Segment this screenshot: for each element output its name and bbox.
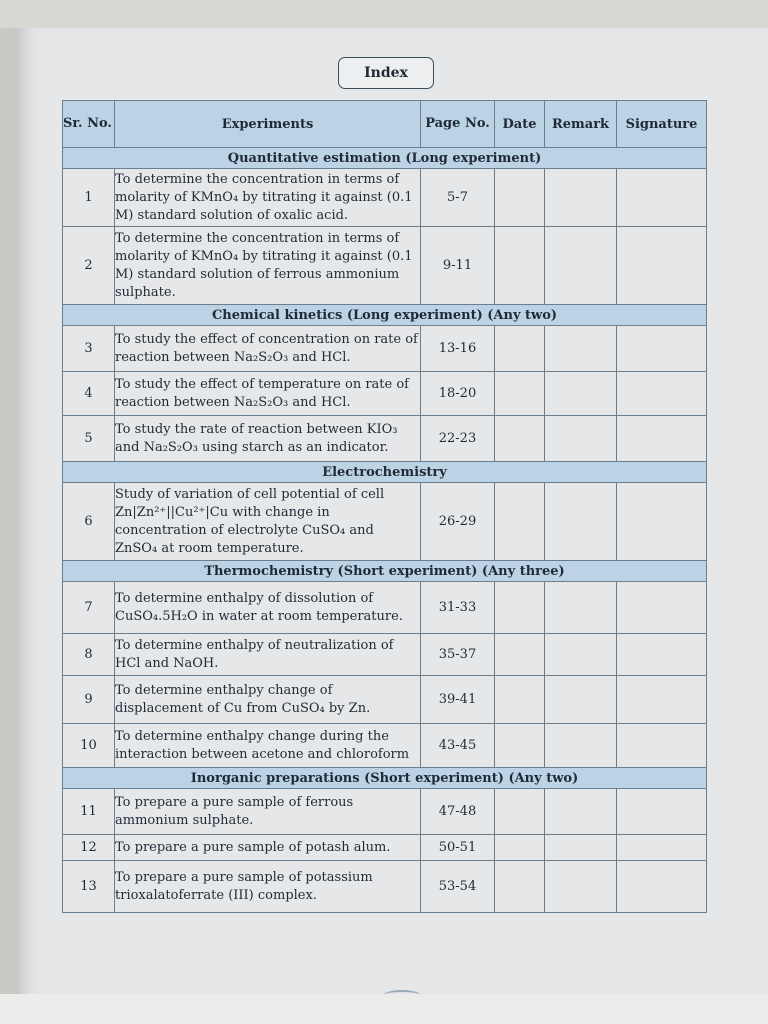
signature-cell[interactable] (617, 416, 707, 462)
table-header-row (63, 101, 707, 148)
section-title: Inorganic preparations (Short experiment) (Any two) (63, 768, 707, 789)
date-cell[interactable] (495, 416, 545, 462)
page-no-cell: 35-37 (421, 634, 495, 676)
sr-no-cell: 8 (63, 634, 115, 676)
experiment-cell: To determine enthalpy of dissolution of CuSO₄.5H₂O in water at room temperature. (115, 582, 421, 634)
remark-cell[interactable] (545, 724, 617, 768)
date-cell[interactable] (495, 789, 545, 835)
date-cell[interactable] (495, 634, 545, 676)
remark-cell[interactable] (545, 483, 617, 561)
experiment-cell: To determine the concentration in terms of molarity of KMnO₄ by titrating it against (0.1 M) standard solution of oxalic acid. (115, 169, 421, 227)
table-row (63, 724, 707, 768)
table-row (63, 416, 707, 462)
table-row (63, 483, 707, 561)
header-signature: Signature (617, 101, 707, 148)
signature-cell[interactable] (617, 582, 707, 634)
page-curl-decoration (384, 990, 420, 1000)
sr-no-cell: 4 (63, 372, 115, 416)
page-no-cell: 47-48 (421, 789, 495, 835)
remark-cell[interactable] (545, 227, 617, 305)
table-row (63, 372, 707, 416)
signature-cell[interactable] (617, 676, 707, 724)
date-cell[interactable] (495, 483, 545, 561)
date-cell[interactable] (495, 724, 545, 768)
experiment-cell: To prepare a pure sample of ferrous ammonium sulphate. (115, 789, 421, 835)
signature-cell[interactable] (617, 483, 707, 561)
date-cell[interactable] (495, 326, 545, 372)
page-no-cell: 53-54 (421, 861, 495, 913)
date-cell[interactable] (495, 372, 545, 416)
section-row (63, 305, 707, 326)
sr-no-cell: 11 (63, 789, 115, 835)
sr-no-cell: 9 (63, 676, 115, 724)
header-page-no: Page No. (421, 101, 495, 148)
date-cell[interactable] (495, 835, 545, 861)
section-title: Chemical kinetics (Long experiment) (Any two) (63, 305, 707, 326)
signature-cell[interactable] (617, 724, 707, 768)
experiment-cell: To prepare a pure sample of potassium trioxalatoferrate (III) complex. (115, 861, 421, 913)
page-no-cell: 39-41 (421, 676, 495, 724)
table-row (63, 326, 707, 372)
sr-no-cell: 12 (63, 835, 115, 861)
table-row (63, 835, 707, 861)
page-no-cell: 50-51 (421, 835, 495, 861)
section-row (63, 768, 707, 789)
page-title: Index (338, 57, 434, 89)
remark-cell[interactable] (545, 634, 617, 676)
table-row (63, 676, 707, 724)
page-no-cell: 43-45 (421, 724, 495, 768)
page-no-cell: 31-33 (421, 582, 495, 634)
table-row (63, 227, 707, 305)
page-no-cell: 5-7 (421, 169, 495, 227)
sr-no-cell: 3 (63, 326, 115, 372)
header-experiments: Experiments (115, 101, 421, 148)
experiment-cell: To study the effect of temperature on rate of reaction between Na₂S₂O₃ and HCl. (115, 372, 421, 416)
section-title: Thermochemistry (Short experiment) (Any three) (63, 561, 707, 582)
remark-cell[interactable] (545, 861, 617, 913)
top-background (0, 0, 768, 28)
experiment-cell: To prepare a pure sample of potash alum. (115, 835, 421, 861)
sr-no-cell: 6 (63, 483, 115, 561)
sr-no-cell: 10 (63, 724, 115, 768)
remark-cell[interactable] (545, 169, 617, 227)
experiment-cell: To determine enthalpy change during the interaction between acetone and chloroform (115, 724, 421, 768)
table-row (63, 634, 707, 676)
sr-no-cell: 13 (63, 861, 115, 913)
experiment-cell: To determine the concentration in terms of molarity of KMnO₄ by titrating it against (0.1 M) standard solution of ferrous ammonium sulphate. (115, 227, 421, 305)
signature-cell[interactable] (617, 634, 707, 676)
page-no-cell: 9-11 (421, 227, 495, 305)
date-cell[interactable] (495, 169, 545, 227)
remark-cell[interactable] (545, 676, 617, 724)
experiment-cell: To determine enthalpy change of displacement of Cu from CuSO₄ by Zn. (115, 676, 421, 724)
header-date: Date (495, 101, 545, 148)
remark-cell[interactable] (545, 326, 617, 372)
remark-cell[interactable] (545, 416, 617, 462)
page-no-cell: 26-29 (421, 483, 495, 561)
sr-no-cell: 5 (63, 416, 115, 462)
sr-no-cell: 7 (63, 582, 115, 634)
table-row (63, 169, 707, 227)
remark-cell[interactable] (545, 372, 617, 416)
experiment-cell: To study the rate of reaction between KIO₃ and Na₂S₂O₃ using starch as an indicator. (115, 416, 421, 462)
sr-no-cell: 1 (63, 169, 115, 227)
header-remark: Remark (545, 101, 617, 148)
section-title: Electrochemistry (63, 462, 707, 483)
page-no-cell: 13-16 (421, 326, 495, 372)
section-row (63, 462, 707, 483)
date-cell[interactable] (495, 582, 545, 634)
section-title: Quantitative estimation (Long experiment) (63, 148, 707, 169)
table-row (63, 861, 707, 913)
experiment-cell: To study the effect of concentration on rate of reaction between Na₂S₂O₃ and HCl. (115, 326, 421, 372)
signature-cell[interactable] (617, 227, 707, 305)
page-no-cell: 18-20 (421, 372, 495, 416)
signature-cell[interactable] (617, 169, 707, 227)
section-row (63, 148, 707, 169)
signature-cell[interactable] (617, 789, 707, 835)
signature-cell[interactable] (617, 372, 707, 416)
table-row (63, 789, 707, 835)
section-row (63, 561, 707, 582)
experiment-cell: To determine enthalpy of neutralization of HCl and NaOH. (115, 634, 421, 676)
signature-cell[interactable] (617, 326, 707, 372)
header-sr-no: Sr. No. (63, 101, 115, 148)
remark-cell[interactable] (545, 835, 617, 861)
index-table (62, 100, 707, 913)
date-cell[interactable] (495, 861, 545, 913)
signature-cell[interactable] (617, 835, 707, 861)
date-cell[interactable] (495, 227, 545, 305)
sr-no-cell: 2 (63, 227, 115, 305)
page-no-cell: 22-23 (421, 416, 495, 462)
remark-cell[interactable] (545, 582, 617, 634)
table-row (63, 582, 707, 634)
signature-cell[interactable] (617, 861, 707, 913)
remark-cell[interactable] (545, 789, 617, 835)
date-cell[interactable] (495, 676, 545, 724)
experiment-cell: Study of variation of cell potential of cell Zn|Zn²⁺||Cu²⁺|Cu with change in concentration of electrolyte CuSO₄ and ZnSO₄ at room temperature. (115, 483, 421, 561)
